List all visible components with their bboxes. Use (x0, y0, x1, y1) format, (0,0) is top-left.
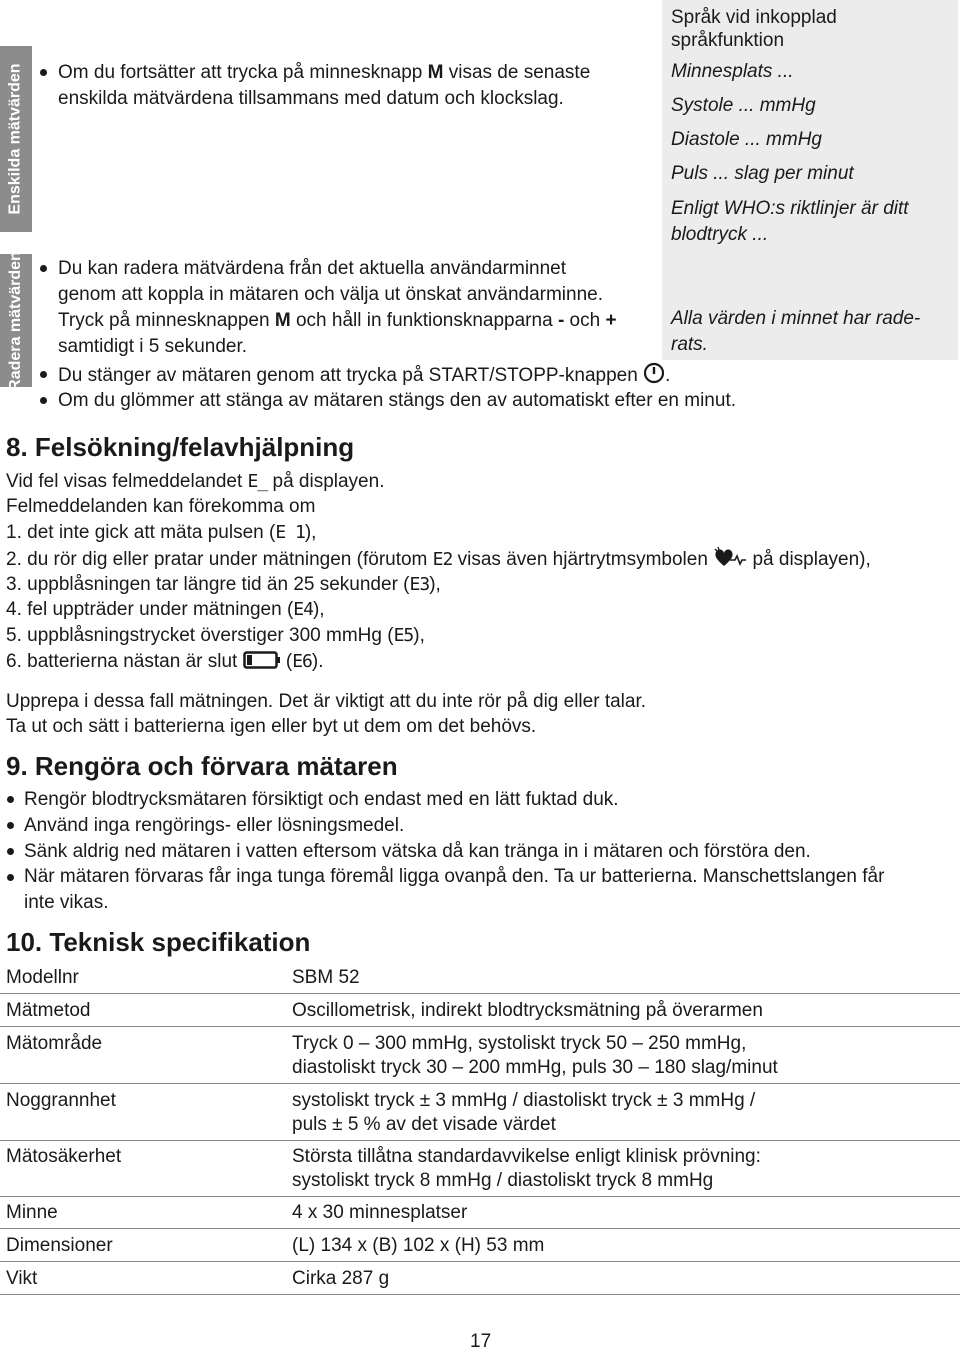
spec-value-model: SBM 52 (292, 967, 360, 988)
power-icon (643, 362, 665, 391)
text-span: 1. det inte gick att mäta pulsen ( (6, 522, 276, 543)
text-span: Tryck på minnesknappen (58, 310, 270, 331)
battery-low-icon (243, 650, 281, 677)
spec-value-dimensions: (L) 134 x (B) 102 x (H) 53 mm (292, 1235, 545, 1256)
bullet-dot (40, 397, 47, 404)
text-span: . (665, 365, 671, 386)
text-span: ), (312, 599, 325, 620)
language-box (662, 0, 958, 360)
spec-label-method: Mätmetod (6, 1000, 91, 1021)
care-bullet-1: Rengör blodtrycksmätaren försiktigt och endast med en lätt fuktad duk. (24, 789, 619, 810)
spec-value-accuracy-2: puls ± 5 % av det visade värdet (292, 1114, 556, 1135)
memory-place-text: Minnesplats ... (671, 61, 794, 82)
spec-label-range: Mätområde (6, 1033, 103, 1054)
text-span: och (569, 310, 601, 331)
spec-label-dimensions: Dimensioner (6, 1235, 113, 1256)
bullet-dot (40, 371, 47, 378)
text-span: på displayen. (272, 471, 385, 492)
care-bullet-3: Sänk aldrig ned mätaren i vatten eftersom vätska då kan tränga in i mätaren och förstöra den. (24, 841, 811, 862)
text-span: Vid fel visas felmeddelandet (6, 471, 243, 492)
spec-value-uncertainty-1: Största tillåtna standardavvikelse enligt klinisk prövning: (292, 1146, 761, 1167)
spec-label-weight: Vikt (6, 1268, 38, 1289)
memory-key-symbol: M (427, 62, 444, 83)
error-item-1 (6, 520, 316, 545)
who-text-2: blodtryck ... (671, 224, 769, 245)
error-intro-2: Felmeddelanden kan förekomma om (6, 496, 316, 517)
error-intro-1 (6, 469, 384, 494)
spec-value-range-2: diastoliskt tryck 30 – 200 mmHg, puls 30 – 180 slag/minut (292, 1057, 778, 1078)
care-bullet-2: Använd inga rengörings- eller lösningsmedel. (24, 815, 405, 836)
language-box-heading-2: språkfunktion (671, 30, 785, 51)
spec-label-model: Modellnr (6, 967, 79, 988)
delete-bullet-line-3 (58, 308, 617, 333)
text-span: 2. du rör dig eller pratar under mätningen (förutom (6, 549, 428, 570)
auto-off-bullet: Om du glömmer att stänga av mätaren stängs den av automatiskt efter en minut. (58, 390, 736, 411)
spec-divider (0, 1196, 960, 1197)
text-span: 5. uppblåsningstrycket överstiger 300 mmHg ( (6, 625, 394, 646)
error-item-5 (6, 623, 425, 648)
error-code: E2 (432, 549, 453, 570)
error-code: E_ (247, 471, 268, 492)
text-span: Om du fortsätter att trycka på minnesknapp (58, 62, 423, 83)
spec-value-memory: 4 x 30 minnesplatser (292, 1202, 468, 1223)
error-code: E 1 (275, 522, 305, 543)
power-off-bullet (58, 362, 670, 391)
spec-divider (0, 1261, 960, 1262)
bullet-dot (40, 265, 47, 272)
side-tab-single-values-label: Enskilda mätvärden (7, 63, 25, 215)
memory-bullet-1-line-2: enskilda mätvärdena tillsammans med datum och klockslag. (58, 88, 564, 109)
section-9-title: 9. Rengöra och förvara mätaren (6, 751, 398, 781)
text-span: och håll in funktionsknapparna (295, 310, 553, 331)
error-item-2 (6, 546, 871, 575)
spec-divider (0, 1083, 960, 1084)
diastole-text: Diastole ... mmHg (671, 129, 822, 150)
spec-divider (0, 1294, 960, 1295)
side-tab-delete-values-label: Radera mätvärden (7, 250, 24, 391)
delete-bullet-line-1: Du kan radera mätvärdena från det aktuella användarminnet (58, 258, 567, 279)
text-span: på displayen), (752, 549, 871, 570)
spec-label-accuracy: Noggrannhet (6, 1090, 116, 1111)
text-span: visas även hjärtrytmsymbolen (457, 549, 708, 570)
spec-label-memory: Minne (6, 1202, 58, 1223)
delete-bullet-line-4: samtidigt i 5 sekunder. (58, 336, 248, 357)
spec-divider (0, 993, 960, 994)
repeat-text-2: Ta ut och sätt i batterierna igen eller byt ut dem om det behövs. (6, 716, 537, 737)
text-span: ), (429, 574, 441, 595)
error-item-6: 6. batterierna nästan är slut (E6). (6, 649, 324, 677)
text-span: 6. batterierna nästan är slut (6, 651, 238, 672)
text-span: ), (413, 625, 425, 646)
text-span: ), (304, 522, 317, 543)
section-10-title: 10. Teknisk specifikation (6, 927, 311, 957)
side-tab-single-values (0, 46, 32, 232)
bullet-dot (40, 69, 47, 76)
who-text-1: Enligt WHO:s riktlinjer är ditt (671, 198, 909, 219)
spec-label-uncertainty: Mätosäkerhet (6, 1146, 122, 1167)
error-item-4 (6, 597, 325, 622)
pulse-text: Puls ... slag per minut (671, 163, 854, 184)
minus-key-symbol: - (557, 310, 565, 331)
text-span: 3. uppblåsningen tar längre tid än 25 sekunder ( (6, 574, 410, 595)
page-number: 17 (470, 1331, 492, 1352)
spec-value-accuracy-1: systoliskt tryck ± 3 mmHg / diastoliskt tryck ± 3 mmHg / (292, 1090, 756, 1111)
spec-value-weight: Cirka 287 g (292, 1268, 390, 1289)
delete-bullet-line-2: genom att koppla in mätaren och välja ut önskat användarminne. (58, 284, 603, 305)
text-span: Du stänger av mätaren genom att trycka på START/STOPP-knappen (58, 365, 638, 386)
text-span: 4. fel uppträder under mätningen ( (6, 599, 294, 620)
text-span: ). (311, 651, 324, 672)
spec-value-uncertainty-2: systoliskt tryck 8 mmHg / diastoliskt tryck 8 mmHg (292, 1170, 714, 1191)
systole-text: Systole ... mmHg (671, 95, 816, 116)
error-code: E6 (292, 651, 312, 672)
language-box-heading-1: Språk vid inkopplad (671, 7, 837, 28)
memory-key-symbol: M (274, 310, 291, 331)
deleted-text-2: rats. (671, 334, 708, 355)
error-code: E5 (393, 625, 414, 646)
error-item-3 (6, 572, 441, 597)
spec-divider (0, 1140, 960, 1141)
bullet-dot (7, 822, 14, 829)
spec-value-range-1: Tryck 0 – 300 mmHg, systoliskt tryck 50 – 250 mmHg, (292, 1033, 747, 1054)
spec-value-method: Oscillometrisk, indirekt blodtrycksmätning på överarmen (292, 1000, 763, 1021)
deleted-text-1: Alla värden i minnet har rade- (671, 308, 921, 329)
spec-divider (0, 1026, 960, 1027)
plus-key-symbol: + (605, 310, 617, 331)
bullet-dot (7, 874, 14, 881)
repeat-text-1: Upprepa i dessa fall mätningen. Det är viktigt att du inte rör på dig eller talar. (6, 691, 647, 712)
bullet-dot (7, 848, 14, 855)
section-8-title: 8. Felsökning/felavhjälpning (6, 432, 355, 462)
care-bullet-4-cont: inte vikas. (24, 892, 109, 913)
care-bullet-4: När mätaren förvaras får inga tunga föremål ligga ovanpå den. Ta ur batterierna. Manschettslangen får (24, 866, 885, 887)
text-span: visas de senaste (448, 62, 591, 83)
bullet-dot (7, 796, 14, 803)
side-tab-delete-values (0, 250, 32, 391)
error-code: E4 (293, 599, 313, 620)
heart-rhythm-icon (713, 546, 747, 575)
spec-divider (0, 1228, 960, 1229)
memory-bullet-1-line-1 (58, 60, 590, 85)
error-code: E3 (409, 574, 430, 595)
